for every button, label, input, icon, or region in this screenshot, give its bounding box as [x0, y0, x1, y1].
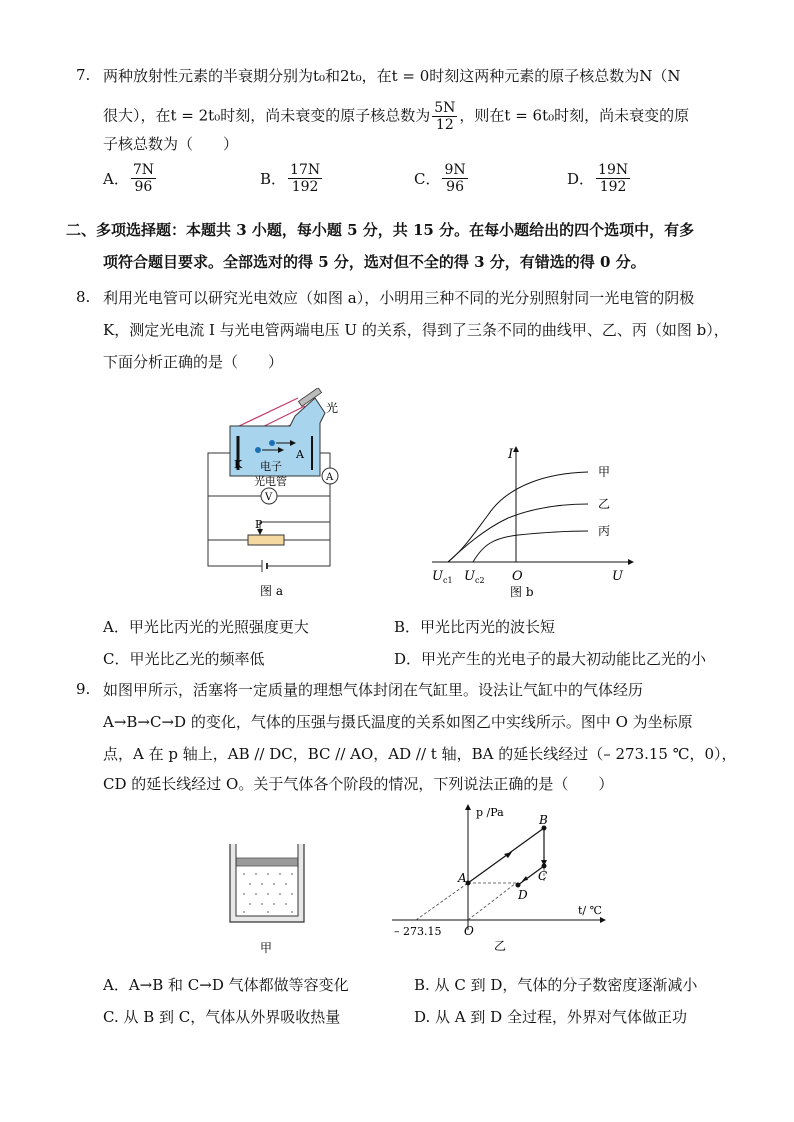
q9-line1: 如图甲所示，活塞将一定质量的理想气体封闭在气缸里。设法让气缸中的气体经历	[103, 681, 644, 699]
q9-line3: 点，A 在 p 轴上，AB // DC，BC // AO，AD // t 轴，BA 的延长线经过（– 273.15 ℃，0），	[103, 745, 737, 763]
point-C: C	[538, 869, 548, 883]
label-voltmeter: V	[265, 492, 273, 503]
axis-I: I	[508, 447, 514, 462]
q7-option-b[interactable]: B． $\frac{17N}{192}$	[260, 162, 321, 195]
q7-line2	[103, 100, 689, 133]
q7-number: 7.	[76, 66, 91, 84]
q8-option-a[interactable]: A．甲光比丙光的光照强度更大	[103, 618, 309, 636]
q9-line4: CD 的延长线经过 O。关于气体各个阶段的情况，下列说法正确的是（ ）	[103, 775, 614, 793]
q7-option-c[interactable]: C． $\frac{9N}{96}$	[414, 162, 466, 195]
q8-line2: K，测定光电流 I 与光电管两端电压 U 的关系，得到了三条不同的曲线甲、乙、丙（如图 b），	[103, 321, 729, 339]
axis-U: U	[612, 569, 623, 584]
figure-yi-caption: 乙	[494, 939, 507, 953]
origin-O: O	[464, 924, 474, 938]
figure-jia-cylinder	[222, 840, 312, 960]
q7-line3: 子核总数为（ ）	[103, 135, 239, 153]
section2-header-line1: 二、多项选择题：本题共 3 小题，每小题 5 分，共 15 分。在每小题给出的四个选项中，有多	[66, 221, 695, 239]
figure-b-caption: 图 b	[510, 585, 534, 599]
q8-option-d[interactable]: D．甲光产生的光电子的最大初动能比乙光的小	[394, 650, 707, 668]
point-A: A	[458, 871, 467, 885]
q7-line2-end: ，则在t = 6t₀时刻，尚未衰变的原	[459, 106, 690, 125]
figure-a-caption: 图 a	[260, 584, 283, 598]
q8-number: 8.	[76, 288, 91, 306]
piston-icon	[236, 858, 298, 866]
q8-option-c[interactable]: C．甲光比乙光的频率低	[103, 650, 265, 668]
q9-option-c[interactable]: C. 从 B 到 C，气体从外界吸收热量	[103, 1008, 341, 1026]
section2-header-line2: 项符合题目要求。全部选对的得 5 分，选对但不全的得 3 分，有错选的得 0 分。	[103, 253, 646, 271]
q9-line2: A→B→C→D 的变化，气体的压强与摄氏温度的关系如图乙中实线所示。图中 O 为坐标原	[103, 713, 693, 731]
q8-option-b[interactable]: B．甲光比丙光的波长短	[394, 618, 556, 636]
figure-jia-caption: 甲	[260, 941, 273, 955]
uc2-label: $U_{c2}$	[464, 569, 485, 585]
q7-fraction: $\frac{5N}{12}$	[434, 100, 456, 133]
q9-option-a[interactable]: A．A→B 和 C→D 气体都做等容变化	[103, 976, 349, 994]
figure-yi-pt-graph	[388, 800, 613, 960]
q8-line3: 下面分析正确的是（ ）	[103, 353, 284, 371]
t-axis-label: t/ ℃	[578, 904, 602, 917]
label-tube: 光电管	[254, 475, 287, 488]
point-D: D	[518, 888, 528, 902]
q8-line1: 利用光电管可以研究光电效应（如图 a），小明用三种不同的光分别照射同一光电管的阴极	[103, 289, 695, 307]
q7-line1: 两种放射性元素的半衰期分别为t₀和2t₀，在t = 0时刻这两种元素的原子核总数为N（N	[103, 67, 681, 85]
label-K: K	[234, 458, 243, 471]
label-A: A	[296, 448, 304, 461]
label-light: 光	[326, 401, 339, 415]
label-electron: 电子	[260, 460, 282, 473]
point-B: B	[539, 813, 548, 827]
figure-a-phototube-circuit	[200, 388, 350, 603]
curve-yi-label: 乙	[598, 497, 611, 511]
q9-option-b[interactable]: B. 从 C 到 D，气体的分子数密度逐渐减小	[414, 976, 698, 994]
curve-jia-label: 甲	[598, 465, 611, 479]
label-P: P	[255, 518, 263, 531]
rheostat-icon	[248, 535, 284, 545]
figure-b-iu-curves	[428, 440, 638, 605]
q7-line2-start: 很大），在t = 2t₀时刻，尚未衰变的原子核总数为	[103, 106, 431, 125]
origin-O: O	[512, 569, 523, 584]
p-axis-label: p /Pa	[476, 806, 504, 819]
uc1-label: $U_{c1}$	[432, 569, 453, 585]
q7-option-a[interactable]: A． $\frac{7N}{96}$	[103, 162, 155, 195]
curve-bing-label: 丙	[598, 524, 611, 538]
q7-option-d[interactable]: D． $\frac{19N}{192}$	[567, 162, 629, 195]
neg-intercept-label: – 273.15	[394, 925, 442, 938]
label-ammeter: A	[326, 472, 334, 483]
q9-option-d[interactable]: D. 从 A 到 D 全过程，外界对气体做正功	[414, 1008, 687, 1026]
q9-number: 9.	[76, 680, 91, 698]
